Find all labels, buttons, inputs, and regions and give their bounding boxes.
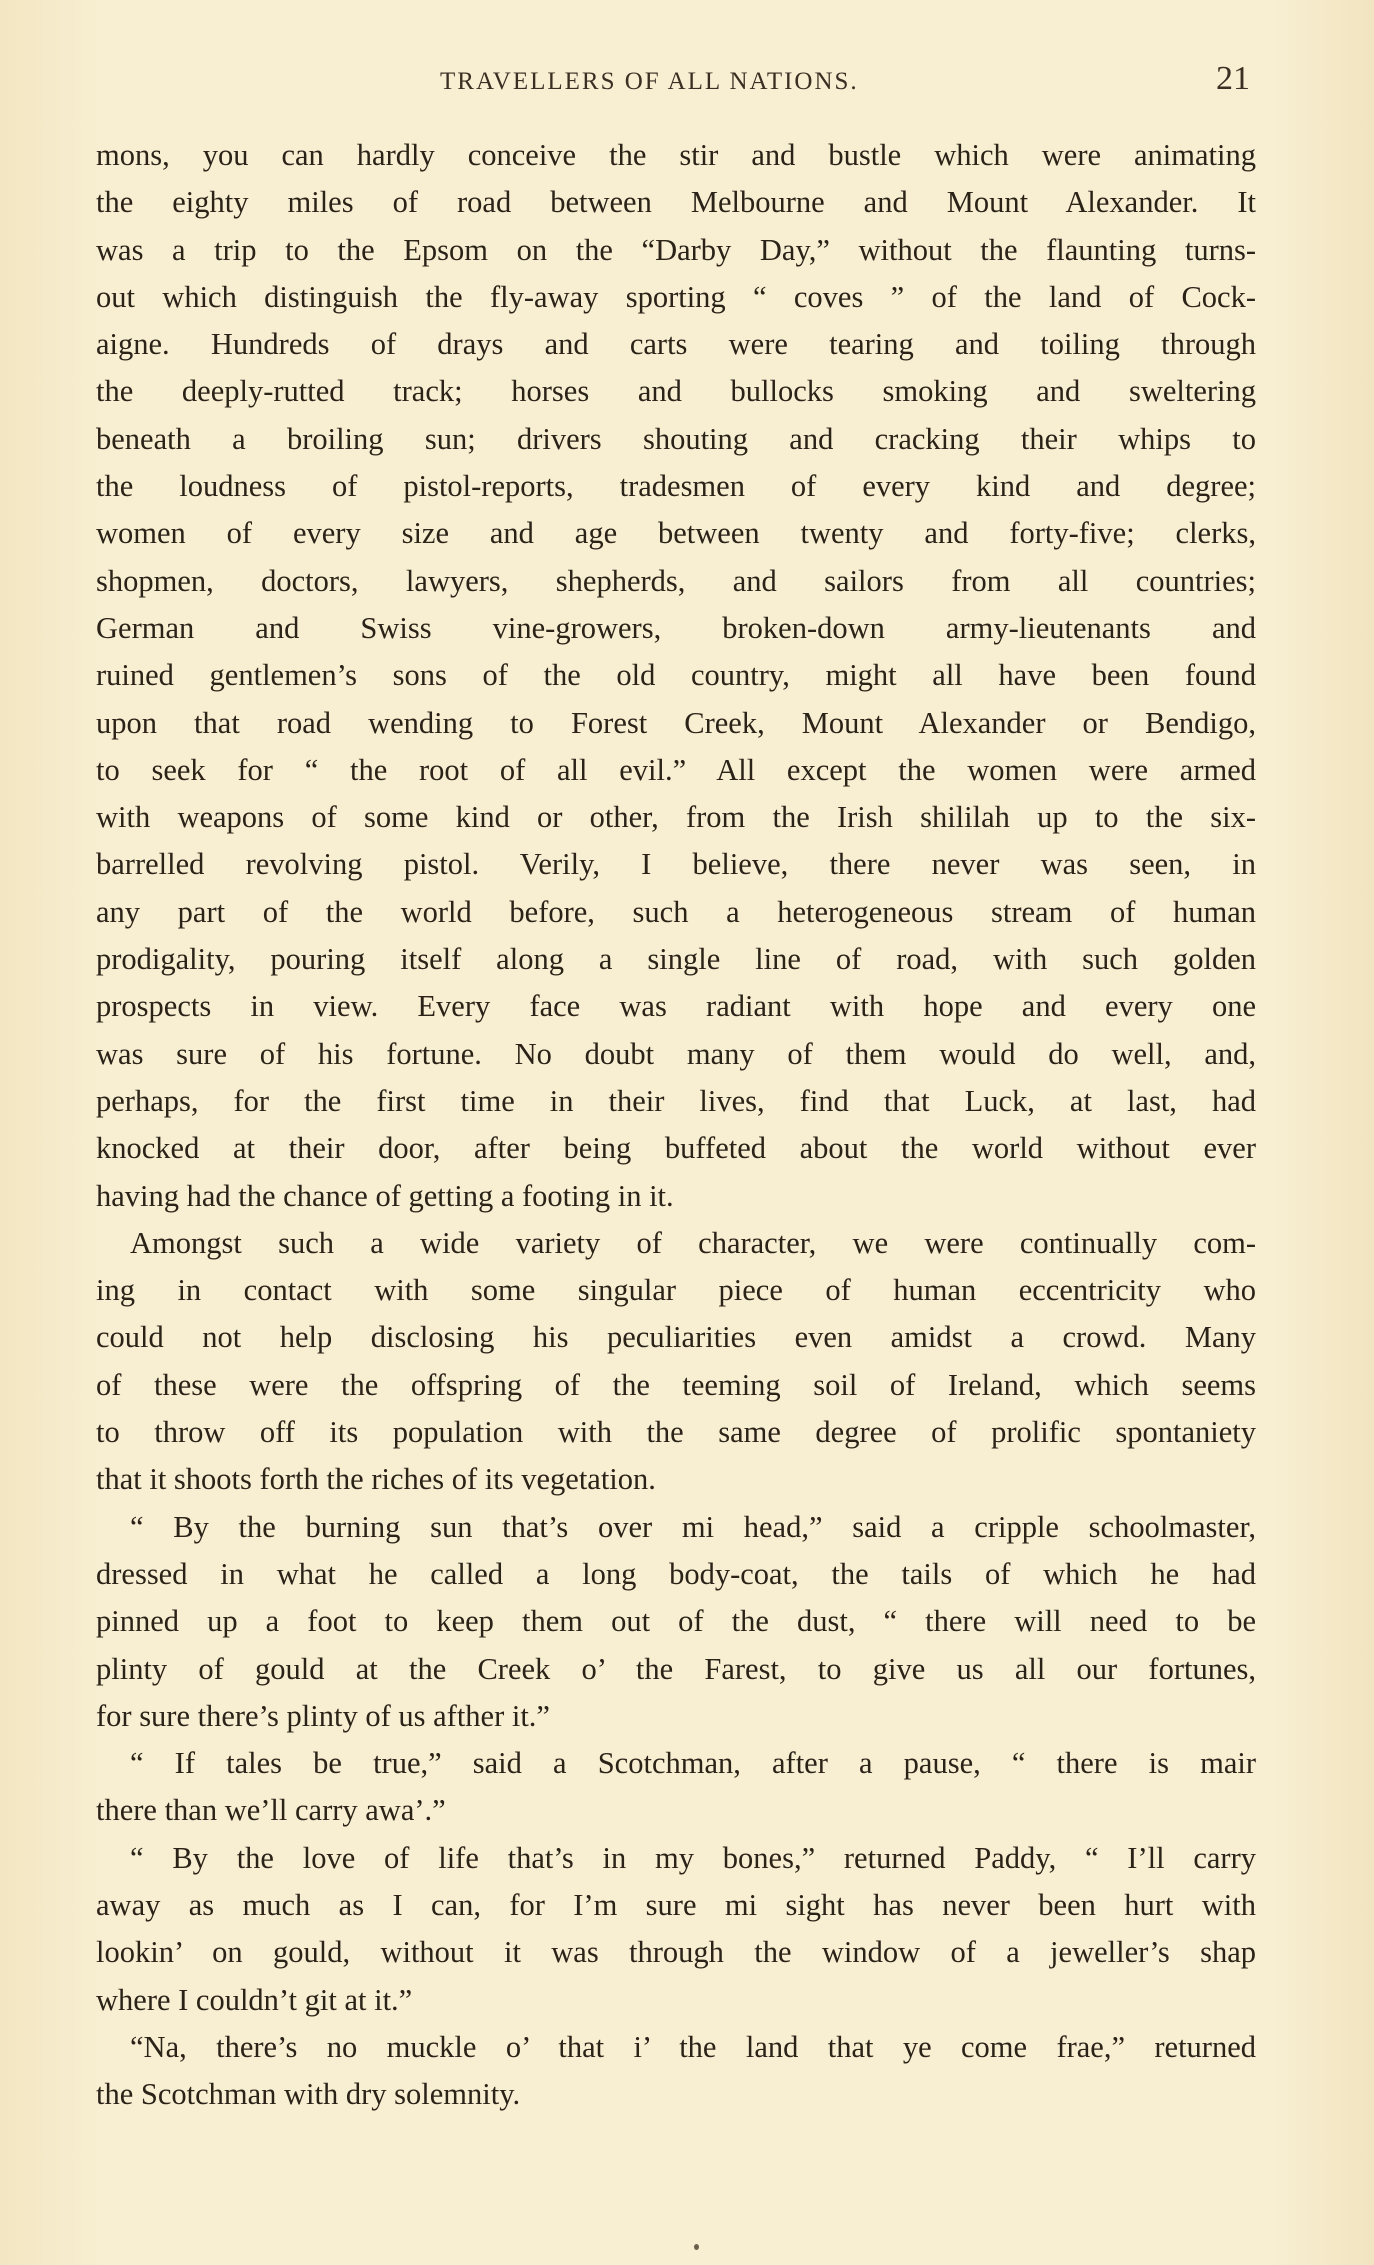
text-line: mons, you can hardly conceive the stir and bustle which were animating: [96, 138, 1256, 172]
text-line: “ By the burning sun that’s over mi head,” said a cripple schoolmaster,: [130, 1509, 1256, 1544]
text-line: was a trip to the Epsom on the “Darby Day,” without the flaunting turns-: [96, 232, 1256, 267]
text-line: knocked at their door, after being buffeted about the world without ever: [96, 1131, 1256, 1166]
text-line: ruined gentlemen’s sons of the old country, might all have been found: [96, 658, 1256, 693]
text-line: the eighty miles of road between Melbourne and Mount Alexander. It: [96, 185, 1256, 220]
text-line: perhaps, for the first time in their lives, find that Luck, at last, had: [96, 1083, 1256, 1118]
ink-speck: [694, 2244, 699, 2250]
text-line: prospects in view. Every face was radiant with hope and every one: [96, 989, 1256, 1024]
text-line: “ By the love of life that’s in my bones,” returned Paddy, “ I’ll carry: [130, 1840, 1256, 1875]
text-line: shopmen, doctors, lawyers, shepherds, and sailors from all countries;: [96, 563, 1256, 598]
text-line: upon that road wending to Forest Creek, Mount Alexander or Bendigo,: [96, 705, 1256, 740]
text-line: ing in contact with some singular piece of human eccentricity who: [96, 1273, 1256, 1308]
text-line: that it shoots forth the riches of its vegetation.: [96, 1462, 656, 1497]
text-line: barrelled revolving pistol. Verily, I believe, there never was seen, in: [96, 847, 1256, 882]
text-line: of these were the offspring of the teeming soil of Ireland, which seems: [96, 1367, 1256, 1402]
text-line: the Scotchman with dry solemnity.: [96, 2077, 521, 2112]
body-text: [96, 132, 1256, 2118]
text-line: for sure there’s plinty of us afther it.”: [96, 1698, 550, 1733]
text-line: lookin’ on gould, without it was through the window of a jeweller’s shap: [96, 1935, 1256, 1970]
text-line: there than we’ll carry awa’.”: [96, 1793, 446, 1828]
page-number: 21: [1216, 60, 1250, 97]
text-line: any part of the world before, such a heterogeneous stream of human: [96, 894, 1256, 929]
text-line: out which distinguish the fly-away sporting “ coves ” of the land of Cock-: [96, 279, 1256, 314]
text-line: pinned up a foot to keep them out of the dust, “ there will need to be: [96, 1604, 1256, 1639]
text-line: with weapons of some kind or other, from the Irish shililah up to the six-: [96, 800, 1256, 835]
text-line: dressed in what he called a long body-coat, the tails of which he had: [96, 1556, 1256, 1591]
text-line: Amongst such a wide variety of character, we were continually com-: [130, 1225, 1256, 1260]
text-line: prodigality, pouring itself along a single line of road, with such golden: [96, 942, 1256, 977]
text-line: away as much as I can, for I’m sure mi sight has never been hurt with: [96, 1887, 1256, 1922]
text-line: the loudness of pistol-reports, tradesmen of every kind and degree;: [96, 469, 1256, 504]
text-line: to throw off its population with the same degree of prolific spontaniety: [96, 1415, 1256, 1450]
text-line: was sure of his fortune. No doubt many of them would do well, and,: [96, 1036, 1256, 1071]
text-line: could not help disclosing his peculiarities even amidst a crowd. Many: [96, 1320, 1256, 1355]
text-line: German and Swiss vine-growers, broken-down army-lieutenants and: [96, 610, 1256, 645]
text-line: “ If tales be true,” said a Scotchman, after a pause, “ there is mair: [130, 1746, 1256, 1781]
text-line: “Na, there’s no muckle o’ that i’ the land that ye come frae,” returned: [130, 2029, 1256, 2064]
text-line: beneath a broiling sun; drivers shouting and cracking their whips to: [96, 421, 1256, 456]
text-line: women of every size and age between twenty and forty-five; clerks,: [96, 516, 1256, 551]
text-line: plinty of gould at the Creek o’ the Farest, to give us all our fortunes,: [96, 1651, 1256, 1686]
text-line: aigne. Hundreds of drays and carts were tearing and toiling through: [96, 327, 1256, 362]
text-line: to seek for “ the root of all evil.” All except the women were armed: [96, 752, 1256, 787]
running-head: TRAVELLERS OF ALL NATIONS.: [440, 68, 859, 95]
text-line: having had the chance of getting a footing in it.: [96, 1178, 674, 1213]
text-line: where I couldn’t git at it.”: [96, 1982, 413, 2017]
text-line: the deeply-rutted track; horses and bullocks smoking and sweltering: [96, 374, 1256, 409]
